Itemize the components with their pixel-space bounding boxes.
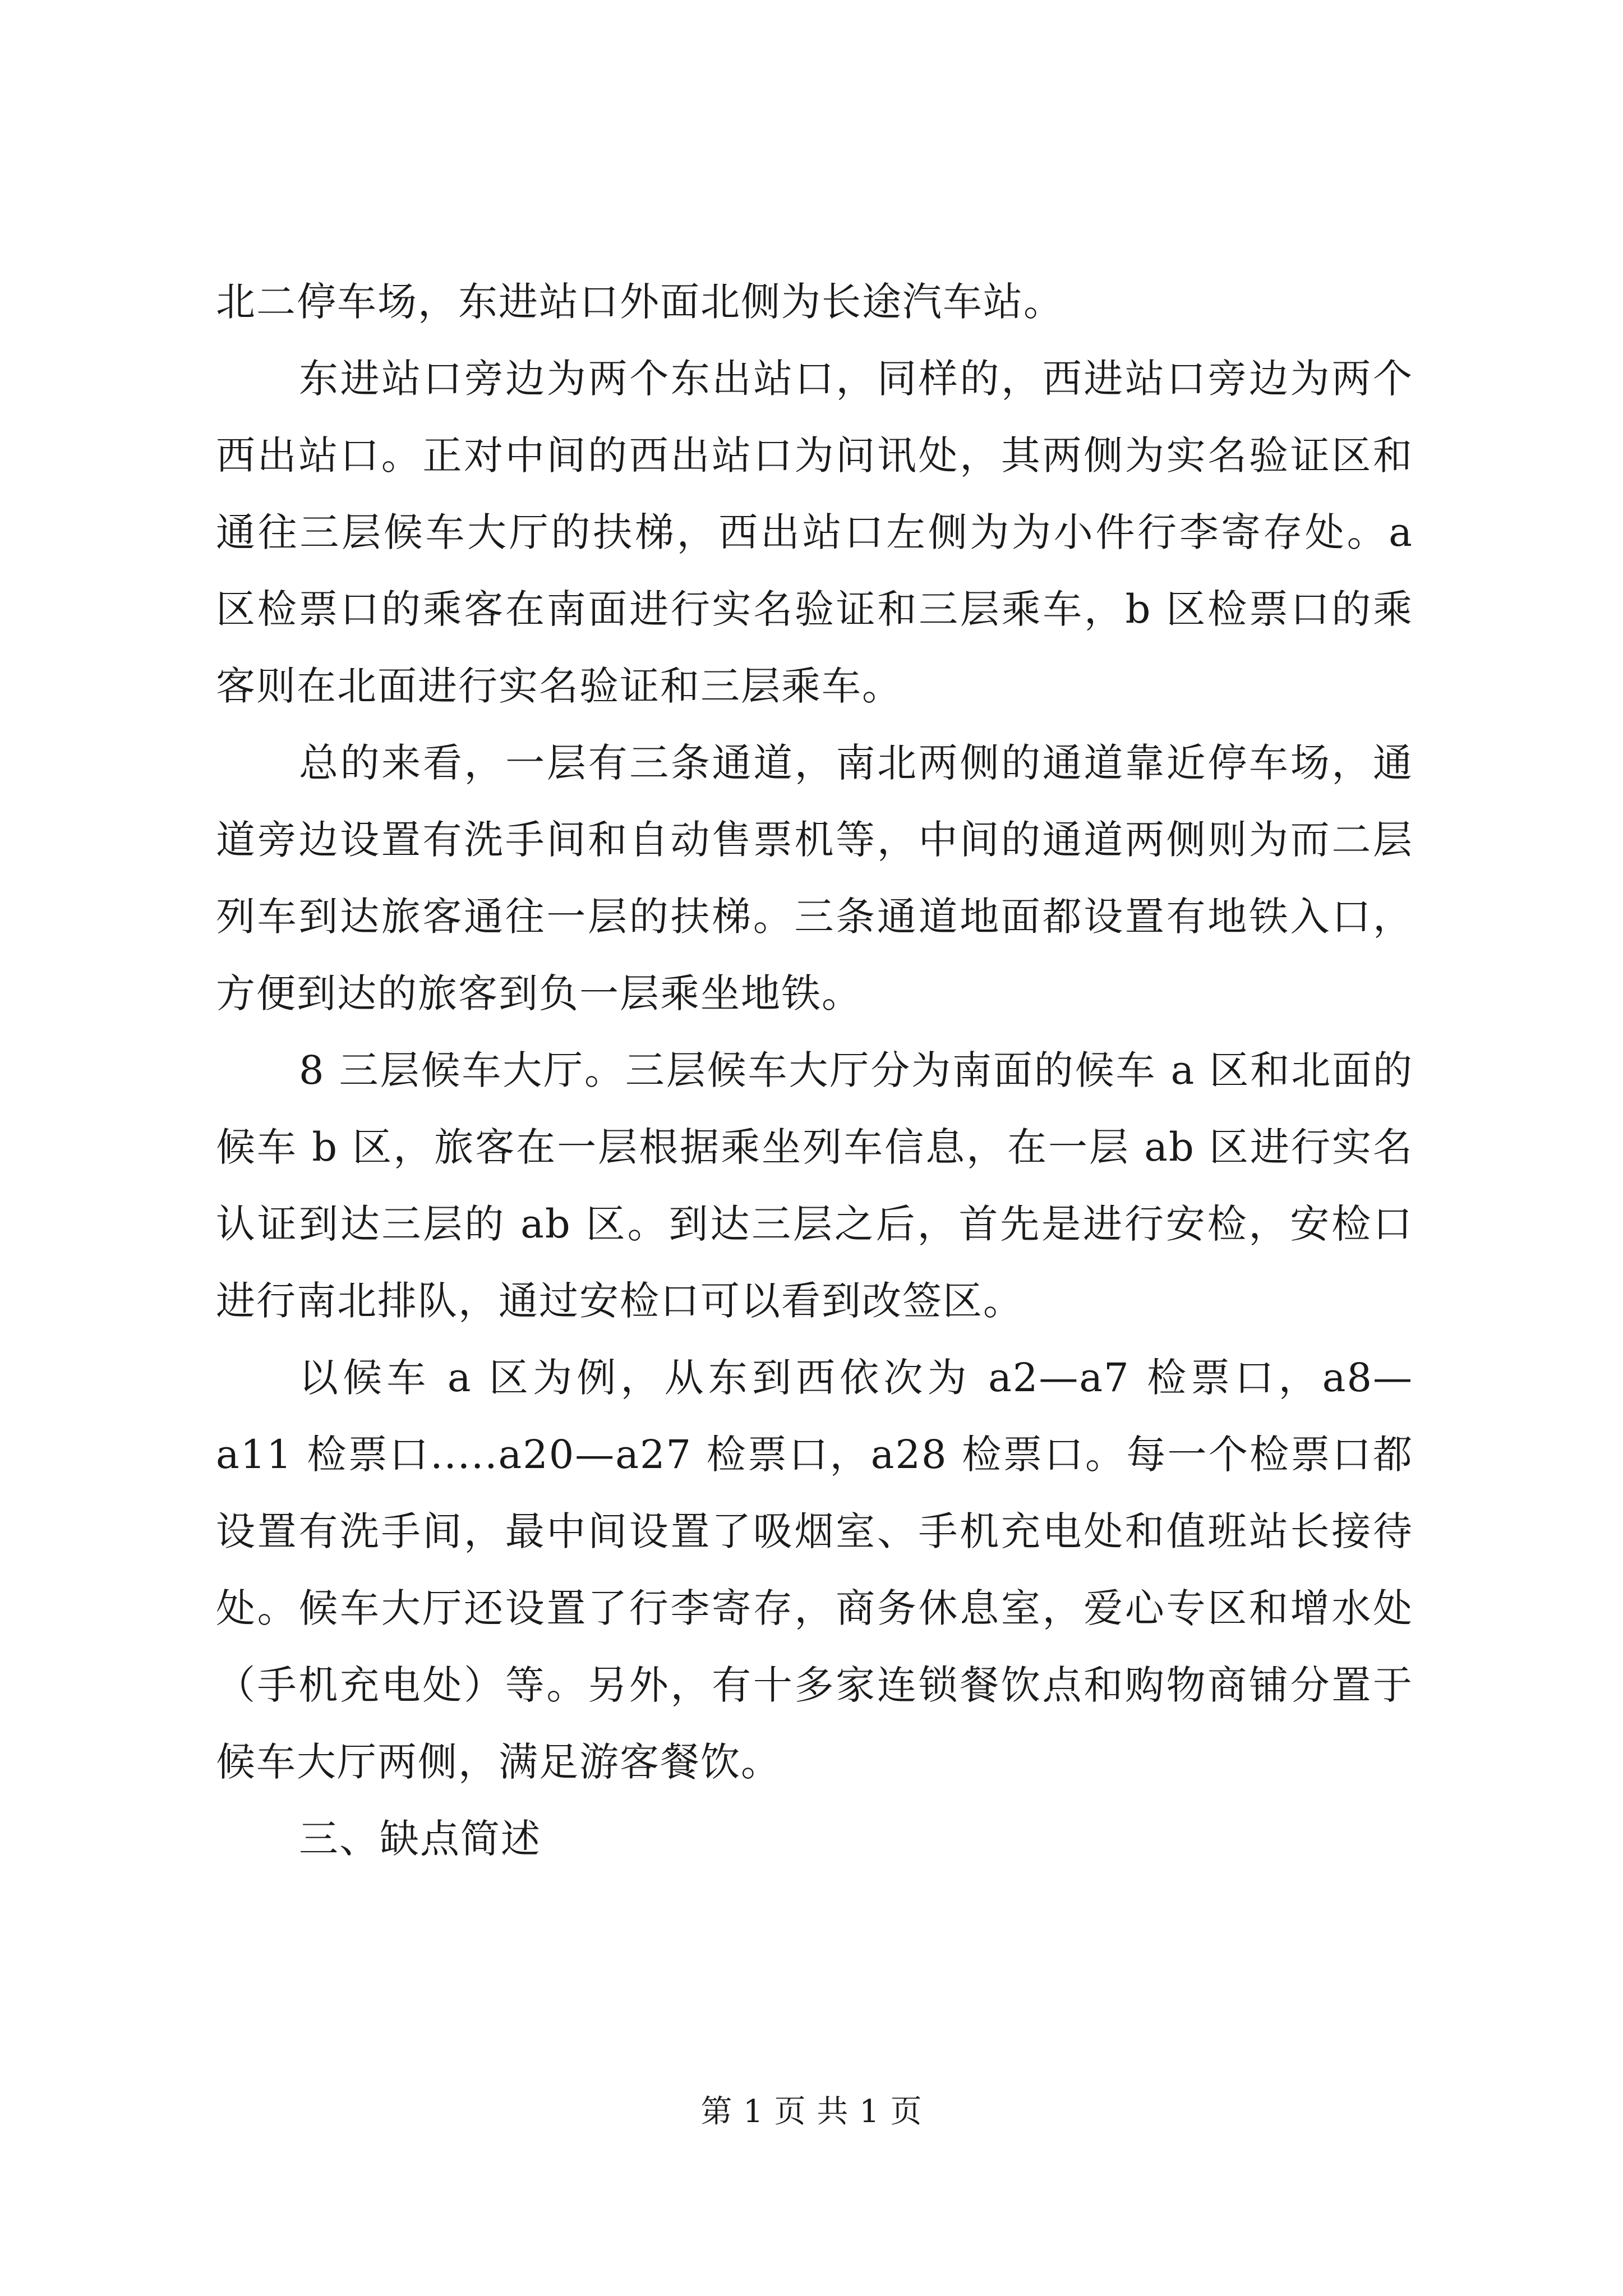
paragraph-2: 东进站口旁边为两个东出站口，同样的，西进站口旁边为两个西出站口。正对中间的西出站口为问讯处，其两侧为实名验证区和通往三层候车大厅的扶梯，西出站口左侧为为小件行李寄存处。a 区检票口的乘客在南面进行实名验证和三层乘车，b 区检票口的乘客则在北面进行实名验证和三层乘车。 [216, 356, 1413, 709]
paragraph-1: 北二停车场，东进站口外面北侧为长途汽车站。 [216, 279, 1064, 325]
document-body [216, 264, 1413, 1878]
section-heading: 三、缺点简述 [299, 1816, 541, 1862]
paragraph-4: 8 三层候车大厅。三层候车大厅分为南面的候车 a 区和北面的候车 b 区，旅客在一层根据乘坐列车信息，在一层 ab 区进行实名认证到达三层的 ab 区。到达三层之后，首先是进行安检，安检口进行南北排队，通过安检口可以看到改签区。 [216, 1047, 1413, 1324]
paragraph-5: 以候车 a 区为例，从东到西依次为 a2—a7 检票口，a8—a11 检票口.....a20—a27 检票口，a28 检票口。每一个检票口都设置有洗手间，最中间设置了吸烟室、手机充电处和值班站长接待处。候车大厅还设置了行李寄存，商务休息室，爱心专区和增水处（手机充电处）等。另外，有十多家连锁餐饮点和购物商铺分置于候车大厅两侧，满足游客餐饮。 [216, 1355, 1413, 1785]
page-footer: 第 1 页 共 1 页 [700, 2093, 923, 2130]
paragraph-3: 总的来看，一层有三条通道，南北两侧的通道靠近停车场，通道旁边设置有洗手间和自动售票机等，中间的通道两侧则为而二层列车到达旅客通往一层的扶梯。三条通道地面都设置有地铁入口，方便到达的旅客到负一层乘坐地铁。 [216, 740, 1413, 1016]
